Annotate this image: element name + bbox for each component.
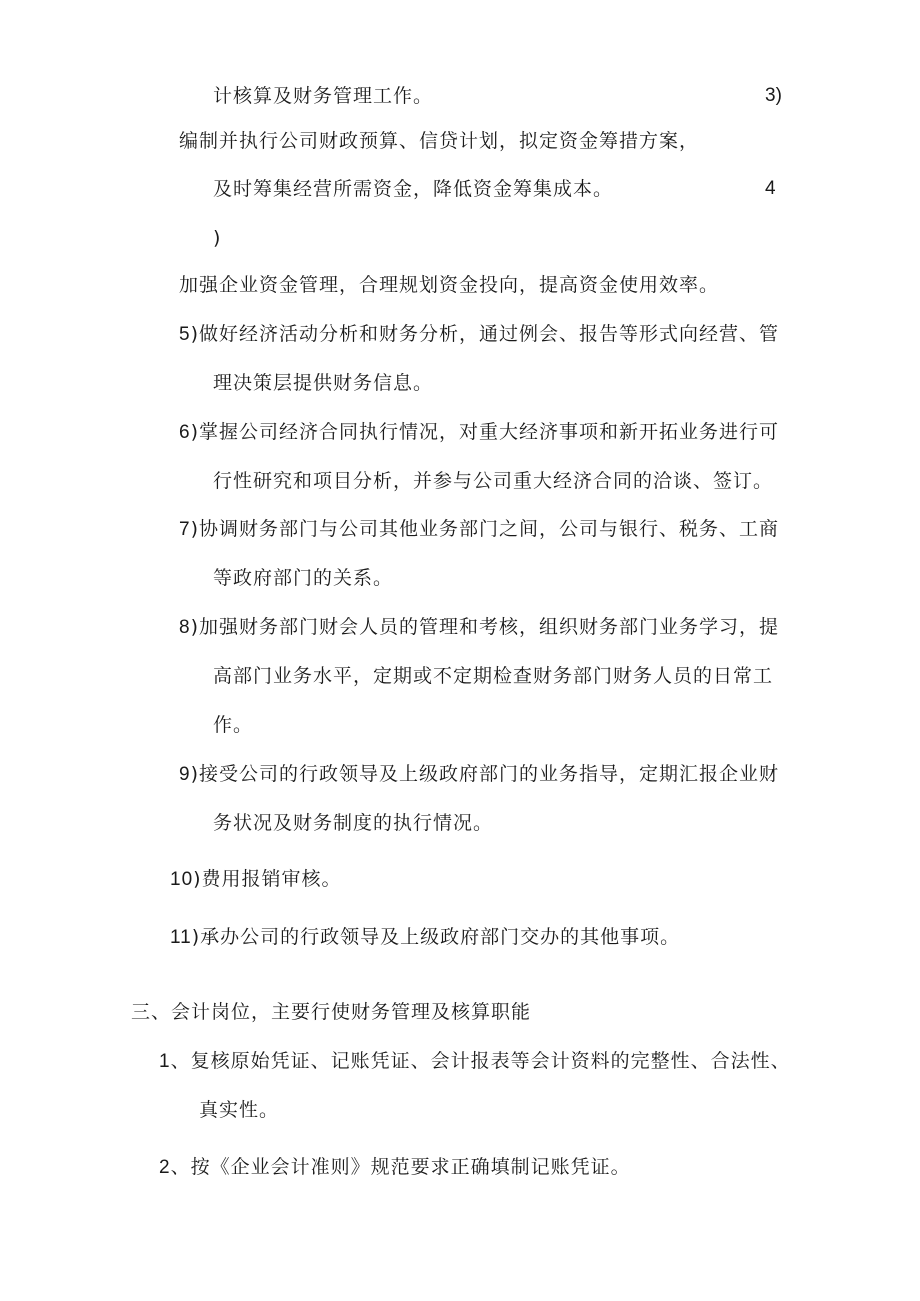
item-text: )做好经济活动分析和财务分析，通过例会、报告等形式向经营、管 [190,323,779,345]
item-text: )接受公司的行政领导及上级政府部门的业务指导，定期汇报企业财 [190,763,779,785]
list-item [179,420,779,445]
item-text: )承办公司的行政领导及上级政府部门交办的其他事项。 [191,926,681,948]
item-number: 1 [159,1051,171,1072]
text-line: 编制并执行公司财政预算、信贷计划，拟定资金筹措方案， [179,130,700,152]
text-line: ) [213,227,222,249]
item-number: 3) [765,85,782,106]
item-number: 4 [765,178,776,199]
text-line: 务状况及财务制度的执行情况。 [213,812,494,834]
item-text: )费用报销审核。 [193,868,342,890]
item-number: 2 [159,1157,171,1178]
item-text: )协调财务部门与公司其他业务部门之间，公司与银行、税务、工商 [190,518,779,540]
item-text: )加强财务部门财会人员的管理和考核，组织财务部门业务学习，提 [190,616,779,638]
text-line: 计核算及财务管理工作。 [213,85,434,107]
item-text: 、复核原始凭证、记账凭证、会计报表等会计资料的完整性、合法性、 [170,1050,791,1072]
list-item [159,1155,631,1180]
item-number: 6 [179,422,191,443]
text-line: 真实性。 [199,1099,280,1121]
item-number: 5 [179,324,191,345]
list-item [179,762,779,787]
item-text: 、按《企业会计准则》规范要求正确填制记账凭证。 [170,1156,631,1178]
item-number: 10 [170,869,194,890]
item-number: 9 [179,764,191,785]
text-line: 作。 [213,714,254,736]
text-line: 理决策层提供财务信息。 [213,372,434,394]
item-number: 7 [179,519,191,540]
text-line: 及时筹集经营所需资金，降低资金筹集成本。 [213,178,614,200]
section-heading: 三、会计岗位，主要行使财务管理及核算职能 [131,1001,532,1023]
list-item [179,615,779,640]
text-line: 行性研究和项目分析，并参与公司重大经济合同的洽谈、签订。 [213,470,774,492]
text-line: 高部门业务水平，定期或不定期检查财务部门财务人员的日常工 [213,665,774,687]
list-item [159,1049,791,1074]
list-item [170,867,342,892]
text-line: 等政府部门的关系。 [213,567,394,589]
list-item [179,517,779,542]
list-item [179,322,779,347]
list-item [170,925,680,950]
item-text: )掌握公司经济合同执行情况，对重大经济事项和新开拓业务进行可 [190,421,779,443]
item-number: 11 [170,927,192,948]
item-number: 8 [179,617,191,638]
text-line: 加强企业资金管理，合理规划资金投向，提高资金使用效率。 [179,274,720,296]
